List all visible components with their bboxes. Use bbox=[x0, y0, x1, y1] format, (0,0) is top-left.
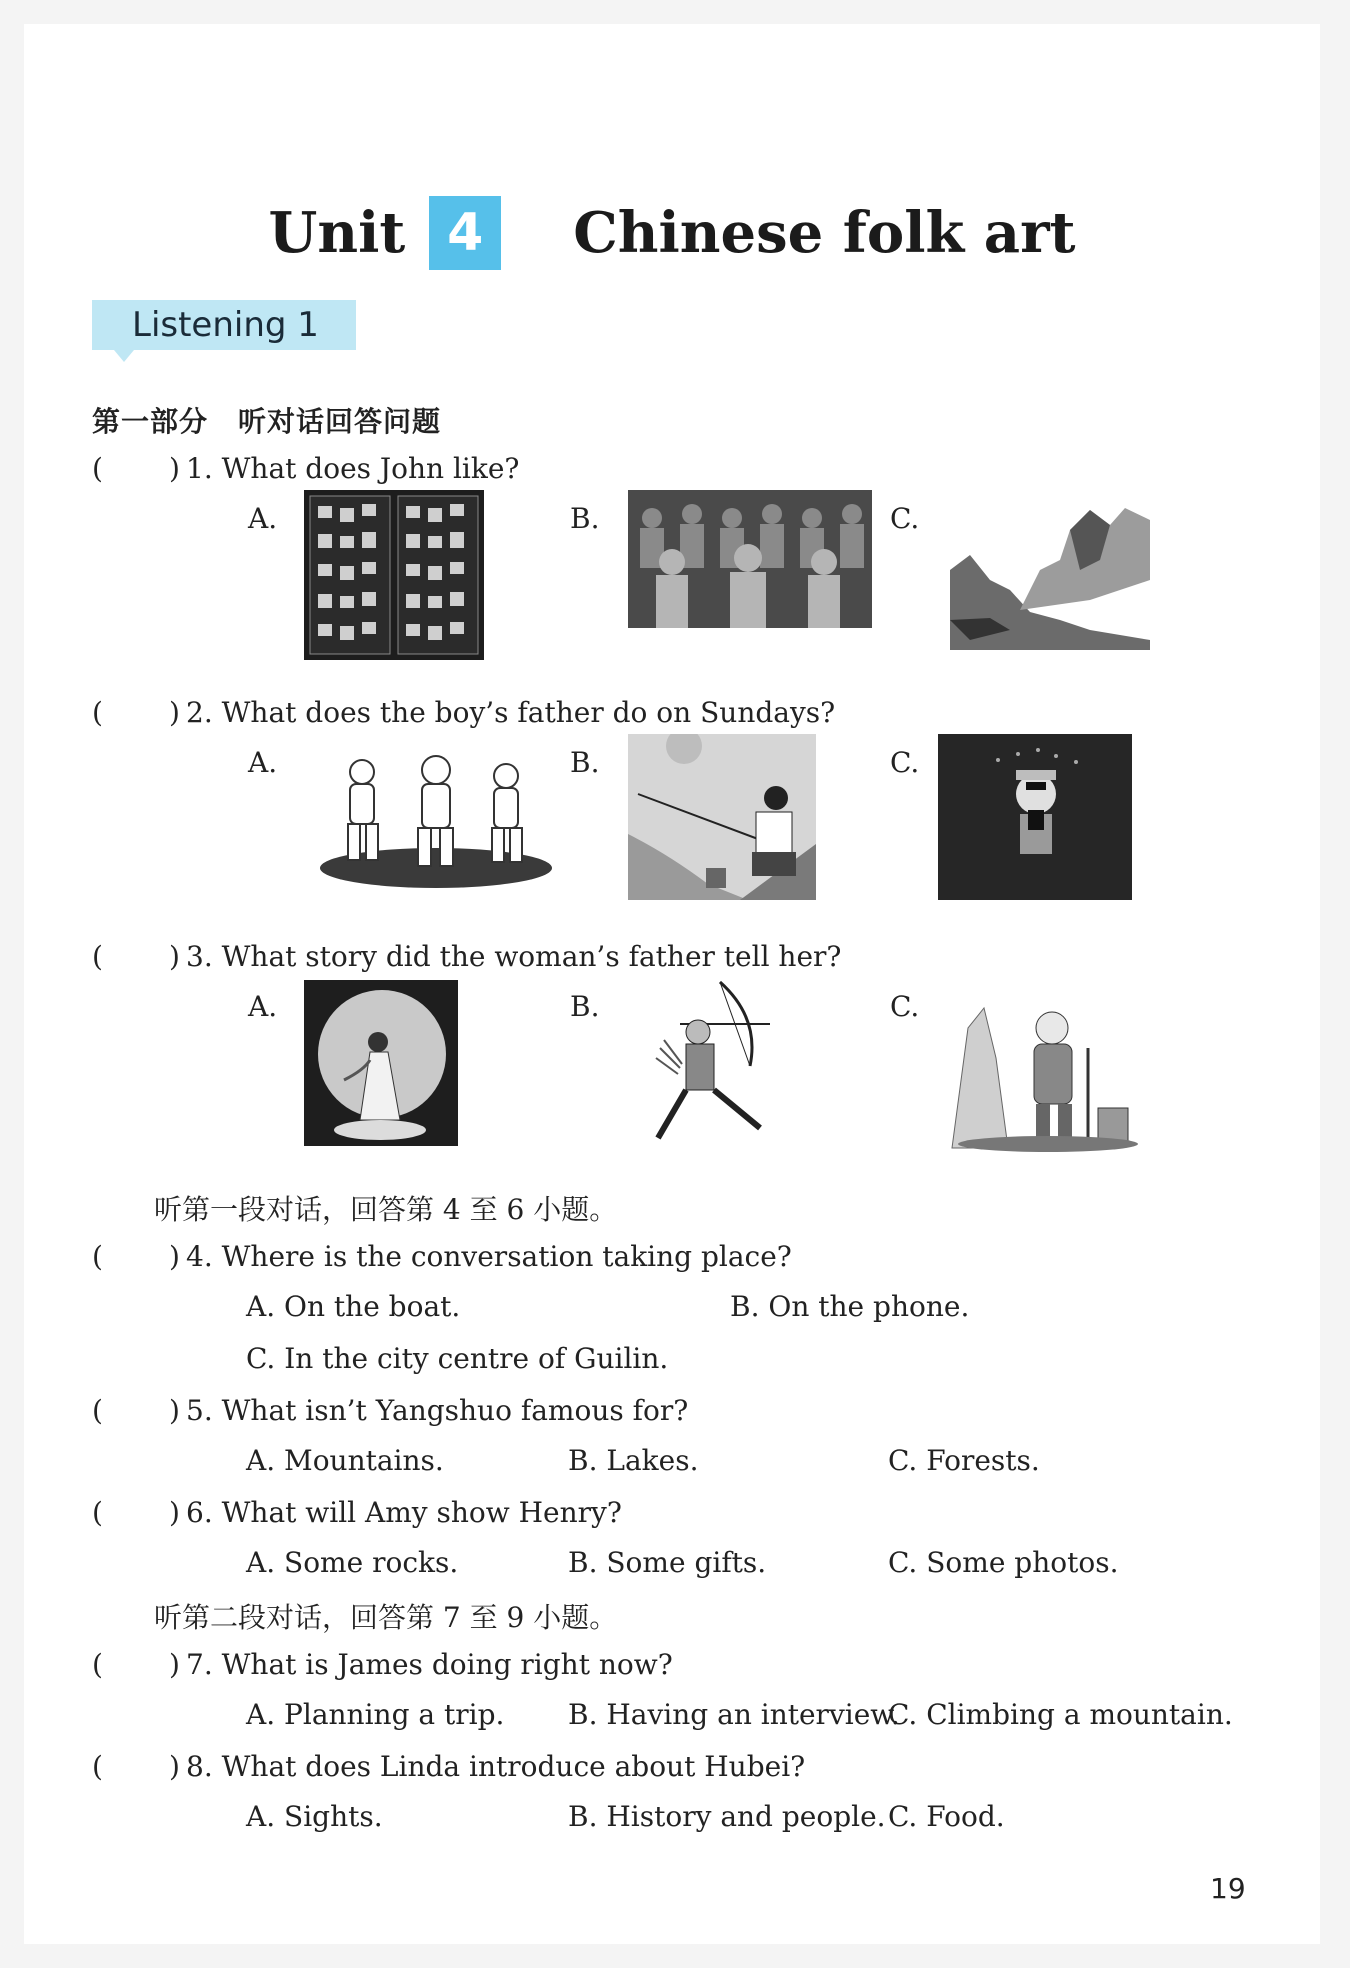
section-heading bbox=[92, 400, 441, 440]
unit-heading bbox=[24, 196, 1320, 270]
sub-instruction-1: 听第一段对话，回答第 4 至 6 小题。 bbox=[154, 1193, 618, 1226]
question-3 bbox=[92, 940, 841, 973]
question-5 bbox=[92, 1394, 688, 1427]
answer-blank[interactable]: ( ) bbox=[92, 1394, 180, 1427]
question-6 bbox=[92, 1496, 622, 1529]
question-number: 4. bbox=[186, 1240, 213, 1273]
page-number: 19 bbox=[1210, 1872, 1246, 1905]
answer-blank[interactable]: ( ) bbox=[92, 1496, 180, 1529]
change-moon-image[interactable] bbox=[304, 980, 458, 1146]
option-c[interactable]: C. Food. bbox=[888, 1800, 1005, 1833]
option-c-label[interactable]: C. bbox=[890, 746, 920, 779]
option-b[interactable]: B. On the phone. bbox=[730, 1290, 970, 1323]
question-number: 6. bbox=[186, 1496, 213, 1529]
answer-blank[interactable]: ( ) bbox=[92, 1648, 180, 1681]
old-man-mountain-image[interactable] bbox=[948, 988, 1144, 1154]
question-text: What does Linda introduce about Hubei? bbox=[221, 1750, 806, 1783]
option-c[interactable]: C. In the city centre of Guilin. bbox=[246, 1342, 669, 1375]
question-text: What story did the woman’s father tell her? bbox=[221, 940, 842, 973]
question-number: 5. bbox=[186, 1394, 213, 1427]
sub-instruction-2: 听第二段对话，回答第 7 至 9 小题。 bbox=[154, 1601, 618, 1634]
worksheet-page bbox=[24, 24, 1320, 1944]
question-number: 3. bbox=[186, 940, 213, 973]
question-2 bbox=[92, 696, 835, 729]
question-number: 1. bbox=[186, 452, 213, 485]
listening-tag: Listening 1 bbox=[92, 300, 356, 350]
question-text: What isn’t Yangshuo famous for? bbox=[221, 1394, 689, 1427]
option-c[interactable]: C. Forests. bbox=[888, 1444, 1040, 1477]
option-b[interactable]: B. Lakes. bbox=[568, 1444, 699, 1477]
option-b[interactable]: B. History and people. bbox=[568, 1800, 886, 1833]
landscape-painting-image[interactable] bbox=[950, 500, 1150, 650]
question-number: 2. bbox=[186, 696, 213, 729]
option-a[interactable]: A. Some rocks. bbox=[246, 1546, 459, 1579]
answer-blank[interactable]: ( ) bbox=[92, 696, 180, 729]
option-a-label[interactable]: A. bbox=[248, 502, 278, 535]
calligraphy-book-image[interactable] bbox=[304, 490, 484, 660]
option-b[interactable]: B. Having an interview. bbox=[568, 1698, 900, 1731]
option-c[interactable]: C. Some photos. bbox=[888, 1546, 1119, 1579]
question-4 bbox=[92, 1240, 792, 1273]
question-text: What does the boy’s father do on Sundays? bbox=[221, 696, 836, 729]
option-a[interactable]: A. Planning a trip. bbox=[246, 1698, 505, 1731]
option-a-label[interactable]: A. bbox=[248, 746, 278, 779]
question-1 bbox=[92, 452, 519, 485]
option-c-label[interactable]: C. bbox=[890, 502, 920, 535]
fishing-image[interactable] bbox=[628, 734, 816, 900]
question-number: 7. bbox=[186, 1648, 213, 1681]
archer-image[interactable] bbox=[640, 978, 802, 1154]
option-c[interactable]: C. Climbing a mountain. bbox=[888, 1698, 1233, 1731]
unit-title: Chinese folk art bbox=[573, 200, 1076, 267]
question-number: 8. bbox=[186, 1750, 213, 1783]
option-b-label[interactable]: B. bbox=[570, 746, 600, 779]
section-instruction: 听对话回答问题 bbox=[238, 405, 442, 438]
option-c-label[interactable]: C. bbox=[890, 990, 920, 1023]
answer-blank[interactable]: ( ) bbox=[92, 1240, 180, 1273]
tai-chi-image[interactable] bbox=[318, 746, 554, 894]
unit-number-badge: 4 bbox=[429, 196, 501, 270]
question-text: Where is the conversation taking place? bbox=[221, 1240, 792, 1273]
answer-blank[interactable]: ( ) bbox=[92, 452, 180, 485]
option-b-label[interactable]: B. bbox=[570, 502, 600, 535]
question-text: What will Amy show Henry? bbox=[221, 1496, 622, 1529]
unit-word: Unit bbox=[268, 200, 406, 267]
option-b-label[interactable]: B. bbox=[570, 990, 600, 1023]
option-a[interactable]: A. On the boat. bbox=[246, 1290, 461, 1323]
option-a[interactable]: A. Mountains. bbox=[246, 1444, 444, 1477]
option-a-label[interactable]: A. bbox=[248, 990, 278, 1023]
question-text: What does John like? bbox=[221, 452, 520, 485]
terracotta-warriors-image[interactable] bbox=[628, 490, 872, 628]
answer-blank[interactable]: ( ) bbox=[92, 940, 180, 973]
answer-blank[interactable]: ( ) bbox=[92, 1750, 180, 1783]
question-text: What is James doing right now? bbox=[221, 1648, 673, 1681]
question-7 bbox=[92, 1648, 673, 1681]
option-b[interactable]: B. Some gifts. bbox=[568, 1546, 767, 1579]
beijing-opera-image[interactable] bbox=[938, 734, 1132, 900]
option-a[interactable]: A. Sights. bbox=[246, 1800, 383, 1833]
section-part: 第一部分 bbox=[92, 405, 209, 438]
question-8 bbox=[92, 1750, 805, 1783]
